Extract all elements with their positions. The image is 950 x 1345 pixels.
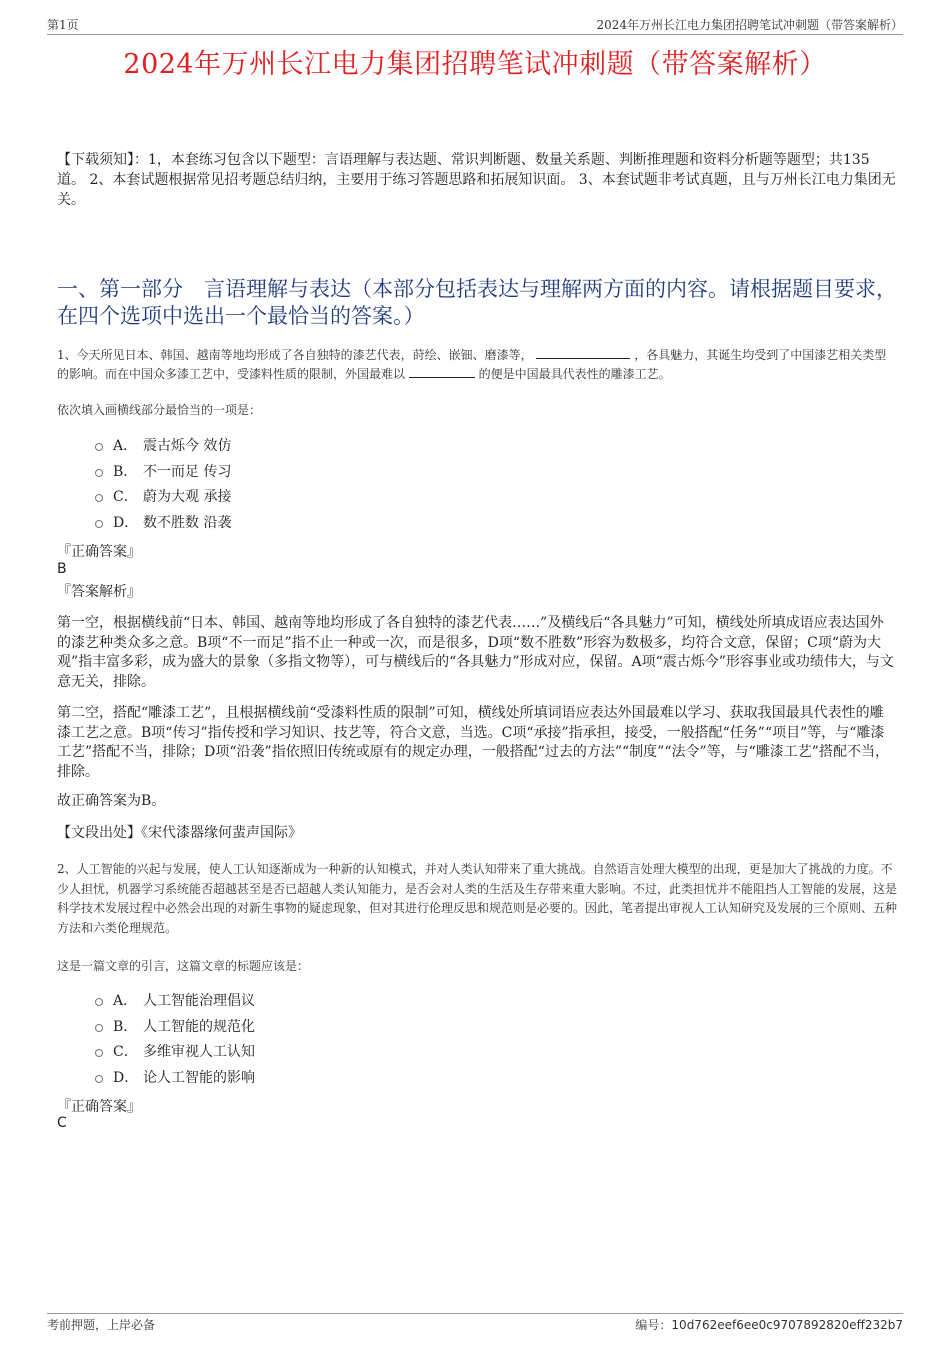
question-1-analysis-label: 『答案解析』 [57, 584, 141, 600]
footer-slogan: 考前押题，上岸必备 [47, 1318, 156, 1332]
question-1-text-c: 的便是中国最具代表性的雕漆工艺。 [478, 367, 671, 381]
footer-code-value: 10d762eef6ee0c9707892820eff232b7 [671, 1318, 903, 1332]
option-letter: B． [113, 463, 138, 480]
question-1-option-b[interactable] [95, 458, 495, 484]
question-1-blank-1 [536, 346, 630, 359]
question-1-source: 【文段出处】《宋代漆器缘何蜚声国际》 [57, 825, 302, 841]
radio-icon[interactable] [95, 443, 103, 451]
option-letter: A． [113, 437, 138, 454]
radio-icon[interactable] [95, 998, 103, 1006]
radio-icon[interactable] [95, 1049, 103, 1057]
radio-icon[interactable] [95, 494, 103, 502]
option-letter: C． [113, 489, 138, 506]
question-1-analysis-paragraph-1: 第一空，根据横线前“日本、韩国、越南等地均形成了各自独特的漆艺代表……”及横线后“各具魅力”可知，横线处所填成语应表达国外的漆艺种类众多之意。B项“不一而足”指不止一种或一次，而是很多，D项“数不胜数”形容为数极多，均符合文意，保留；C项“蔚为大观”指丰富多彩，成为盛大的景象（多指文物等），可与横线后的“各具魅力”形成对应，保留。A项“震古烁今”形容事业或功绩伟大，与文意无关，排除。 [57, 615, 894, 690]
question-2-prompt: 这是一篇文章的引言，这篇文章的标题应该是： [57, 959, 310, 973]
option-text: 人工智能治理倡议 [143, 992, 255, 1009]
question-1-stem [57, 346, 897, 384]
option-letter: C． [113, 1044, 138, 1061]
document-title: 2024年万州长江电力集团招聘笔试冲刺题（带答案解析） [123, 49, 827, 80]
section-heading: 一、第一部分 言语理解与表达（本部分包括表达与理解两方面的内容。请根据题目要求，在四个选项中选出一个最恰当的答案。） [57, 277, 897, 328]
question-1-text-b: ，各具魅力，其诞生均受到了中国漆艺相关类型的影响。而在中国众多漆工艺中，受漆料性质的限制，外国最难以 [57, 348, 887, 381]
page-footer [47, 1313, 903, 1332]
radio-icon[interactable] [95, 1075, 103, 1083]
radio-icon[interactable] [95, 469, 103, 477]
footer-code [635, 1316, 903, 1333]
question-2-answer: C [57, 1115, 67, 1131]
option-text: 不一而足 传习 [143, 463, 232, 480]
question-1-conclusion: 故正确答案为B。 [57, 793, 166, 809]
page-number: 第1页 [47, 18, 79, 32]
question-1-option-a[interactable] [95, 432, 495, 458]
question-2-stem: 2、人工智能的兴起与发展，使人工认知逐渐成为一种新的认知模式，并对人类认知带来了重大挑战。自然语言处理大模型的出现，更是加大了挑战的力度。不少人担忧，机器学习系统能否超越甚至是否已超越人类认知能力，是否会对人类的生活及生存带来重大影响。不过，此类担忧并不能阻挡人工智能的发展，这是科学技术发展过程中必然会出现的对新生事物的疑虑现象，但对其进行伦理反思和规范则是必要的。因此，笔者提出审视人工认知研究及发展的三个原则、五种方法和六类伦理规范。 [57, 862, 898, 935]
question-2-option-c[interactable] [95, 1038, 495, 1064]
option-text: 数不胜数 沿袭 [143, 514, 232, 531]
option-text: 蔚为大观 承接 [143, 489, 232, 506]
question-2-option-d[interactable] [95, 1064, 495, 1090]
question-2-options [95, 987, 495, 1090]
radio-icon[interactable] [95, 520, 103, 528]
question-1-option-c[interactable] [95, 483, 495, 509]
download-notice: 【下载须知】：1，本套练习包含以下题型：言语理解与表达题、常识判断题、数量关系题、判断推理题和资料分析题等题型；共135道。 2、本套试题根据常见招考题总结归纳，主要用于练习答题思路和拓展知识面。 3、本套试题非考试真题，且与万州长江电力集团无关。 [57, 152, 896, 208]
option-text: 多维审视人工认知 [143, 1044, 255, 1061]
question-1-blank-2 [409, 365, 475, 378]
question-1-options [95, 432, 495, 535]
question-2-option-a[interactable] [95, 987, 495, 1013]
question-2-option-b[interactable] [95, 1013, 495, 1039]
option-text: 人工智能的规范化 [143, 1018, 255, 1035]
question-1-analysis-paragraph-2: 第二空，搭配“雕漆工艺”，且根据横线前“受漆料性质的限制”可知，横线处所填词语应表达外国最难以学习、获取我国最具代表性的雕漆工艺之意。B项“传习”指传授和学习知识、技艺等，符合文意，当选。C项“承接”指承担，接受，一般搭配“任务”“项目”等，与“雕漆工艺”搭配不当，排除；D项“沿袭”指依照旧传统或原有的规定办理，一般搭配“过去的方法”“制度”“法令”等，与“雕漆工艺”搭配不当，排除。 [57, 705, 889, 780]
option-letter: A． [113, 992, 138, 1009]
question-1-answer: B [57, 561, 67, 577]
question-1-option-d[interactable] [95, 509, 495, 535]
question-1-answer-label: 『正确答案』 [57, 544, 141, 560]
option-letter: D． [113, 514, 139, 531]
option-text: 震古烁今 效仿 [143, 437, 232, 454]
header-doc-title: 2024年万州长江电力集团招聘笔试冲刺题（带答案解析） [596, 18, 903, 32]
question-1-prompt: 依次填入画横线部分最恰当的一项是： [57, 403, 262, 417]
option-text: 论人工智能的影响 [143, 1069, 255, 1086]
radio-icon[interactable] [95, 1024, 103, 1032]
question-1-text-a: 1、今天所见日本、韩国、越南等地均形成了各自独特的漆艺代表，莳绘、嵌钿、磨漆等， [57, 348, 533, 362]
option-letter: B． [113, 1018, 138, 1035]
footer-code-label: 编号： [635, 1318, 672, 1332]
page-header [47, 14, 903, 35]
question-2-answer-label: 『正确答案』 [57, 1099, 141, 1115]
option-letter: D． [113, 1069, 139, 1086]
